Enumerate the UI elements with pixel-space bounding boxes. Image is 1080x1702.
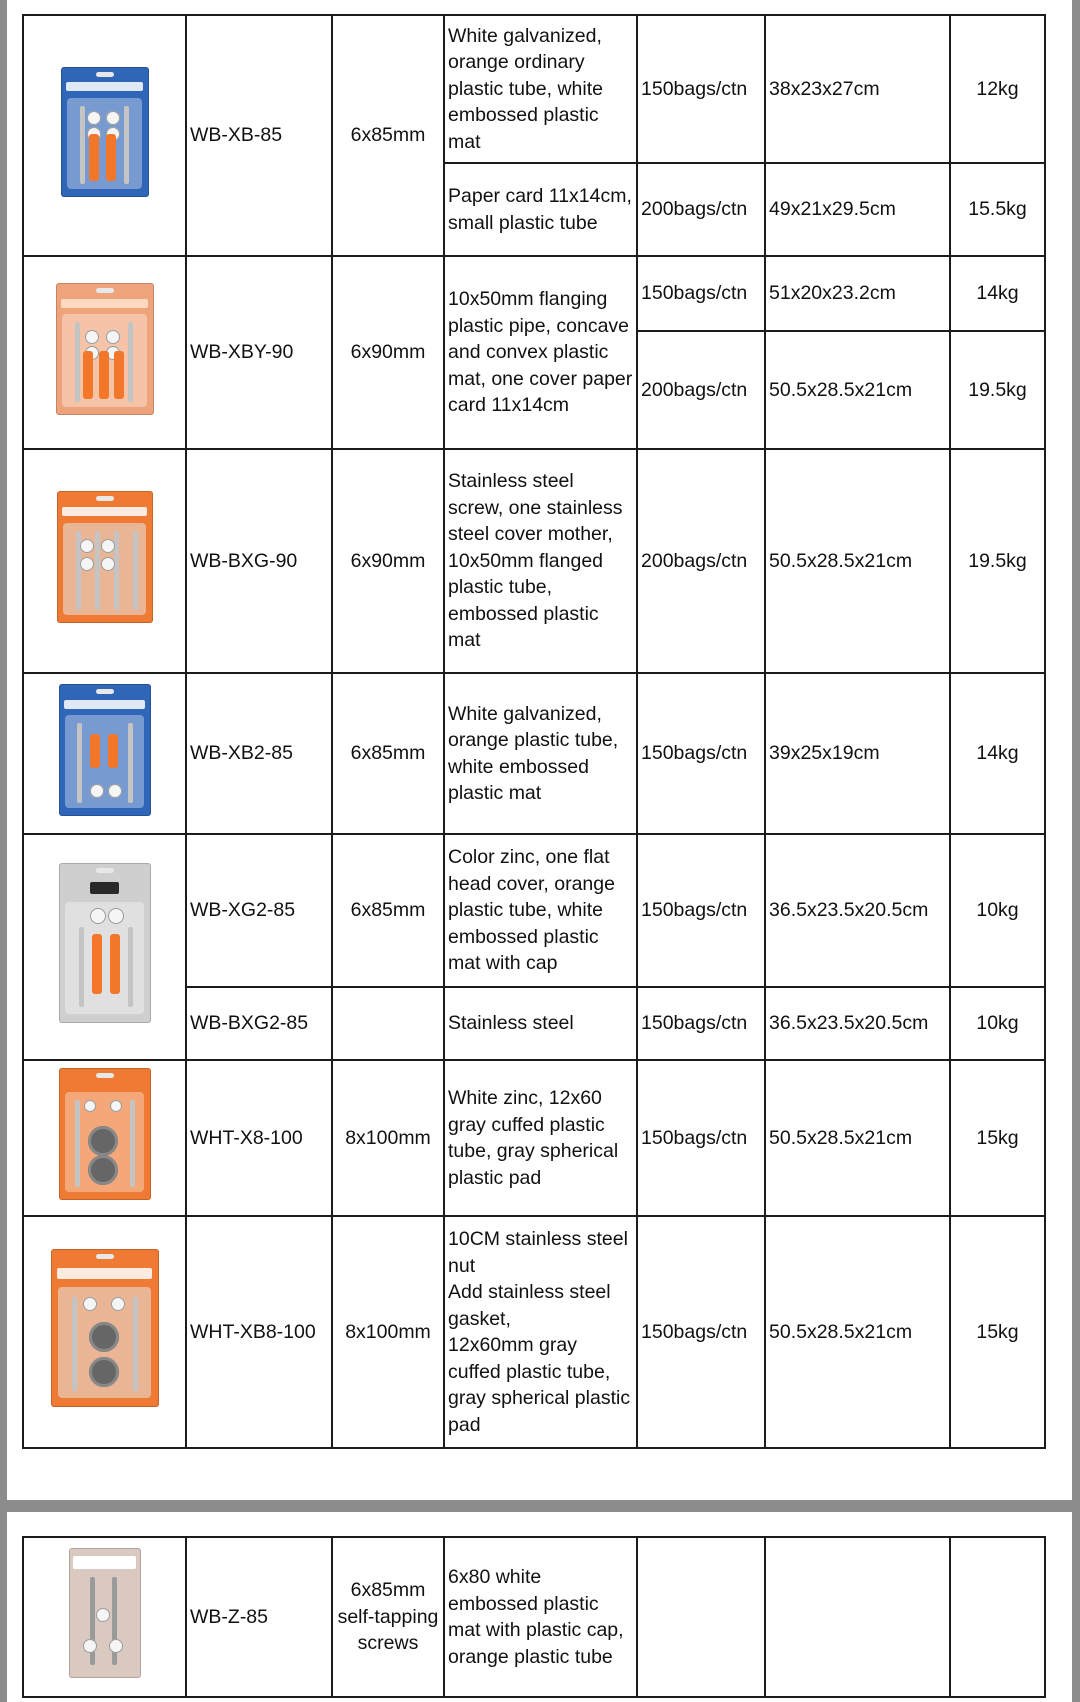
product-image-cell xyxy=(23,449,186,673)
weight: 15.5kg xyxy=(950,163,1045,256)
weight: 19.5kg xyxy=(950,331,1045,449)
table-row xyxy=(23,256,1045,331)
packing-qty: 150bags/ctn xyxy=(637,987,765,1060)
table-row xyxy=(23,834,1045,987)
package-photo xyxy=(51,1249,159,1407)
carton-size: 51x20x23.2cm xyxy=(765,256,950,331)
packing-qty: 150bags/ctn xyxy=(637,15,765,163)
table-row xyxy=(23,1060,1045,1216)
screw-size: 6x90mm xyxy=(332,256,444,449)
carton-size: 49x21x29.5cm xyxy=(765,163,950,256)
carton-size: 36.5x23.5x20.5cm xyxy=(765,987,950,1060)
carton-size: 36.5x23.5x20.5cm xyxy=(765,834,950,987)
carton-size: 50.5x28.5x21cm xyxy=(765,1216,950,1448)
package-photo xyxy=(59,684,151,816)
description: 10x50mm flanging plastic pipe, concave and convex plastic mat, one cover paper card 11x14cm xyxy=(444,256,637,449)
weight xyxy=(950,1537,1045,1697)
weight: 19.5kg xyxy=(950,449,1045,673)
description: Stainless steel screw, one stainless steel cover mother, 10x50mm flanged plastic tube, embossed plastic mat xyxy=(444,449,637,673)
model-code: WB-BXG2-85 xyxy=(186,987,332,1060)
page-edge-left xyxy=(0,0,7,1702)
screw-size xyxy=(332,987,444,1060)
packing-qty: 150bags/ctn xyxy=(637,1216,765,1448)
weight: 14kg xyxy=(950,256,1045,331)
carton-size: 38x23x27cm xyxy=(765,15,950,163)
description: White galvanized, orange plastic tube, white embossed plastic mat xyxy=(444,673,637,834)
carton-size: 50.5x28.5x21cm xyxy=(765,1060,950,1216)
packing-qty: 200bags/ctn xyxy=(637,331,765,449)
description-line: 12x60mm gray cuffed plastic tube, gray spherical plastic pad xyxy=(448,1334,631,1436)
model-code: WB-Z-85 xyxy=(186,1537,332,1697)
package-photo xyxy=(59,863,151,1023)
product-image-cell xyxy=(23,834,186,1060)
table-row xyxy=(23,449,1045,673)
model-code: WB-XB-85 xyxy=(186,15,332,256)
packing-qty: 150bags/ctn xyxy=(637,834,765,987)
weight: 14kg xyxy=(950,673,1045,834)
page-edge-right xyxy=(1072,0,1080,1702)
weight: 15kg xyxy=(950,1216,1045,1448)
package-photo xyxy=(69,1548,141,1678)
product-spec-table xyxy=(22,14,1046,1449)
model-code: WHT-XB8-100 xyxy=(186,1216,332,1448)
product-spec-table-page2 xyxy=(22,1536,1046,1698)
weight: 10kg xyxy=(950,987,1045,1060)
description: 6x80 white embossed plastic mat with plastic cap, orange plastic tube xyxy=(444,1537,637,1697)
screw-size: 6x90mm xyxy=(332,449,444,673)
screw-size: 8x100mm xyxy=(332,1060,444,1216)
packing-qty: 200bags/ctn xyxy=(637,449,765,673)
package-photo xyxy=(61,67,149,197)
weight: 15kg xyxy=(950,1060,1045,1216)
model-code: WB-XG2-85 xyxy=(186,834,332,987)
package-photo xyxy=(56,283,154,415)
product-image-cell xyxy=(23,1060,186,1216)
screw-size: 6x85mm xyxy=(332,673,444,834)
packing-qty: 200bags/ctn xyxy=(637,163,765,256)
page-separator xyxy=(0,1500,1080,1512)
carton-size: 50.5x28.5x21cm xyxy=(765,331,950,449)
product-image-cell xyxy=(23,256,186,449)
packing-qty: 150bags/ctn xyxy=(637,673,765,834)
packing-qty xyxy=(637,1537,765,1697)
table-row xyxy=(23,1537,1045,1697)
screw-size: 6x85mm xyxy=(332,834,444,987)
screw-size: 8x100mm xyxy=(332,1216,444,1448)
model-code: WB-XBY-90 xyxy=(186,256,332,449)
carton-size xyxy=(765,1537,950,1697)
table-row xyxy=(23,673,1045,834)
model-code: WB-XB2-85 xyxy=(186,673,332,834)
packing-qty: 150bags/ctn xyxy=(637,256,765,331)
package-photo xyxy=(57,491,153,623)
carton-size: 39x25x19cm xyxy=(765,673,950,834)
table-row xyxy=(23,1216,1045,1448)
product-image-cell xyxy=(23,1537,186,1697)
product-image-cell xyxy=(23,15,186,256)
description: Color zinc, one flat head cover, orange plastic tube, white embossed plastic mat with cap xyxy=(444,834,637,987)
table-row xyxy=(23,15,1045,163)
package-photo xyxy=(59,1068,151,1200)
description: Stainless steel xyxy=(444,987,637,1060)
product-image-cell xyxy=(23,1216,186,1448)
product-image-cell xyxy=(23,673,186,834)
packing-qty: 150bags/ctn xyxy=(637,1060,765,1216)
model-code: WB-BXG-90 xyxy=(186,449,332,673)
description: White zinc, 12x60 gray cuffed plastic tube, gray spherical plastic pad xyxy=(444,1060,637,1216)
carton-size: 50.5x28.5x21cm xyxy=(765,449,950,673)
weight: 12kg xyxy=(950,15,1045,163)
weight: 10kg xyxy=(950,834,1045,987)
description: Paper card 11x14cm, small plastic tube xyxy=(444,163,637,256)
screw-size: 6x85mm xyxy=(332,15,444,256)
model-code: WHT-X8-100 xyxy=(186,1060,332,1216)
screw-size: 6x85mm self-tapping screws xyxy=(332,1537,444,1697)
description-line: Add stainless steel gasket, xyxy=(448,1281,611,1330)
description xyxy=(444,1216,637,1448)
description: White galvanized, orange ordinary plastic tube, white embossed plastic mat xyxy=(444,15,637,163)
description-line: 10CM stainless steel nut xyxy=(448,1228,628,1277)
